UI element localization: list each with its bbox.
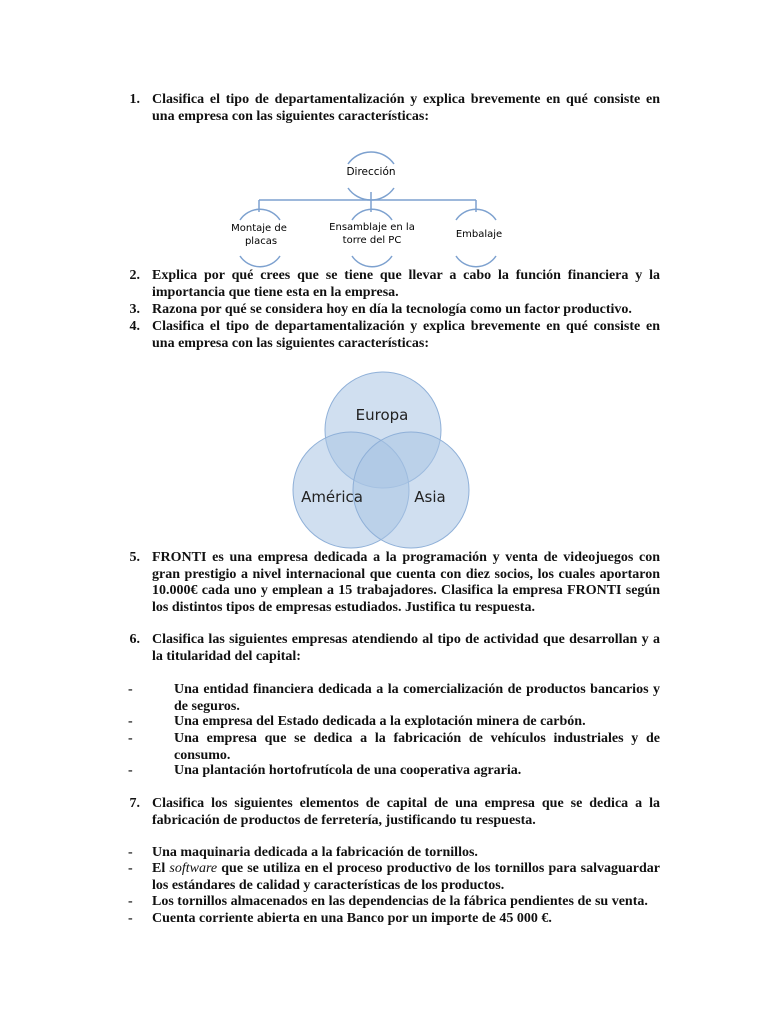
org-child-1-line2: placas <box>244 236 278 247</box>
list-dash: - <box>128 731 133 746</box>
question-number: 6. <box>129 632 140 647</box>
question-text: Razona por qué se considera hoy en día la tecnología como un factor productivo. <box>152 302 632 317</box>
software-term: software <box>169 861 218 876</box>
org-child-3-label: Embalaje <box>455 229 503 240</box>
question-text: Clasifica las siguientes empresas atendiendo al tipo de actividad que desarrollan y a la titularidad del capital: <box>152 632 660 664</box>
question-number: 2. <box>129 268 140 283</box>
list-dash: - <box>128 894 133 909</box>
question-text: FRONTI es una empresa dedicada a la programación y venta de videojuegos con gran prestigio a nivel internacional que cuenta con diez socios, los cuales aportaron 10.000€ cada uno y emplean a 15 trabajadores. Clasifica la empresa FRONTI según los distintos tipos de empresas estudiados. Justifica tu respuesta. <box>152 550 660 615</box>
venn-circles <box>293 372 469 548</box>
list-item-text <box>152 861 660 894</box>
list-item-text: Una maquinaria dedicada a la fabricación de tornillos. <box>152 845 478 860</box>
venn-diagram <box>0 362 768 552</box>
org-child-1-line1: Montaje de <box>231 223 287 234</box>
list-item-text-pre: El <box>152 861 170 876</box>
list-dash: - <box>128 845 133 860</box>
question-text: Clasifica los siguientes elementos de capital de una empresa que se dedica a la fabricación de productos de ferretería, justificando tu respuesta. <box>152 796 660 828</box>
question-text: Clasifica el tipo de departamentalización y explica brevemente en qué consiste en una empresa con las siguientes características: <box>152 92 660 124</box>
list-item-text: Una empresa del Estado dedicada a la explotación minera de carbón. <box>174 714 586 729</box>
list-dash: - <box>128 714 133 729</box>
venn-circle-asia <box>353 432 469 548</box>
list-dash: - <box>128 911 133 926</box>
org-child-2-line1: Ensamblaje en la <box>329 222 415 233</box>
list-item-text-post: que se utiliza en el proceso productivo de los tornillos para salvaguardar los estándares de calidad y características de los productos. <box>152 861 661 893</box>
org-child-2-line2: torre del PC <box>342 235 402 246</box>
list-item-text: Una empresa que se dedica a la fabricación de vehículos industriales y de consumo. <box>174 731 660 763</box>
list-item-text: Una plantación hortofrutícola de una cooperativa agraria. <box>174 763 522 778</box>
venn-label-asia: Asia <box>414 488 446 506</box>
list-item-text: Cuenta corriente abierta en una Banco por un importe de 45 000 €. <box>152 911 552 926</box>
list-item-text: Una entidad financiera dedicada a la comercialización de productos bancarios y de seguros. <box>174 682 660 714</box>
venn-label-europa: Europa <box>355 406 409 424</box>
question-number: 1. <box>129 92 140 107</box>
list-dash: - <box>128 682 133 697</box>
list-item-text: Los tornillos almacenados en las dependencias de la fábrica pendientes de su venta. <box>152 894 648 909</box>
question-number: 5. <box>129 550 140 565</box>
question-number: 4. <box>129 319 140 334</box>
org-chart-diagram <box>0 140 768 280</box>
question-number: 3. <box>129 302 140 317</box>
question-text: Clasifica el tipo de departamentalización y explica brevemente en qué consiste en una empresa con las siguientes características: <box>152 319 660 351</box>
list-dash: - <box>128 763 133 778</box>
question-text: Explica por qué crees que se tiene que llevar a cabo la función financiera y la importancia que tiene esta en la empresa. <box>152 268 660 300</box>
question-number: 7. <box>129 796 140 811</box>
org-root-label: Dirección <box>346 166 396 178</box>
list-dash: - <box>128 861 133 876</box>
venn-label-america: América <box>301 488 363 506</box>
